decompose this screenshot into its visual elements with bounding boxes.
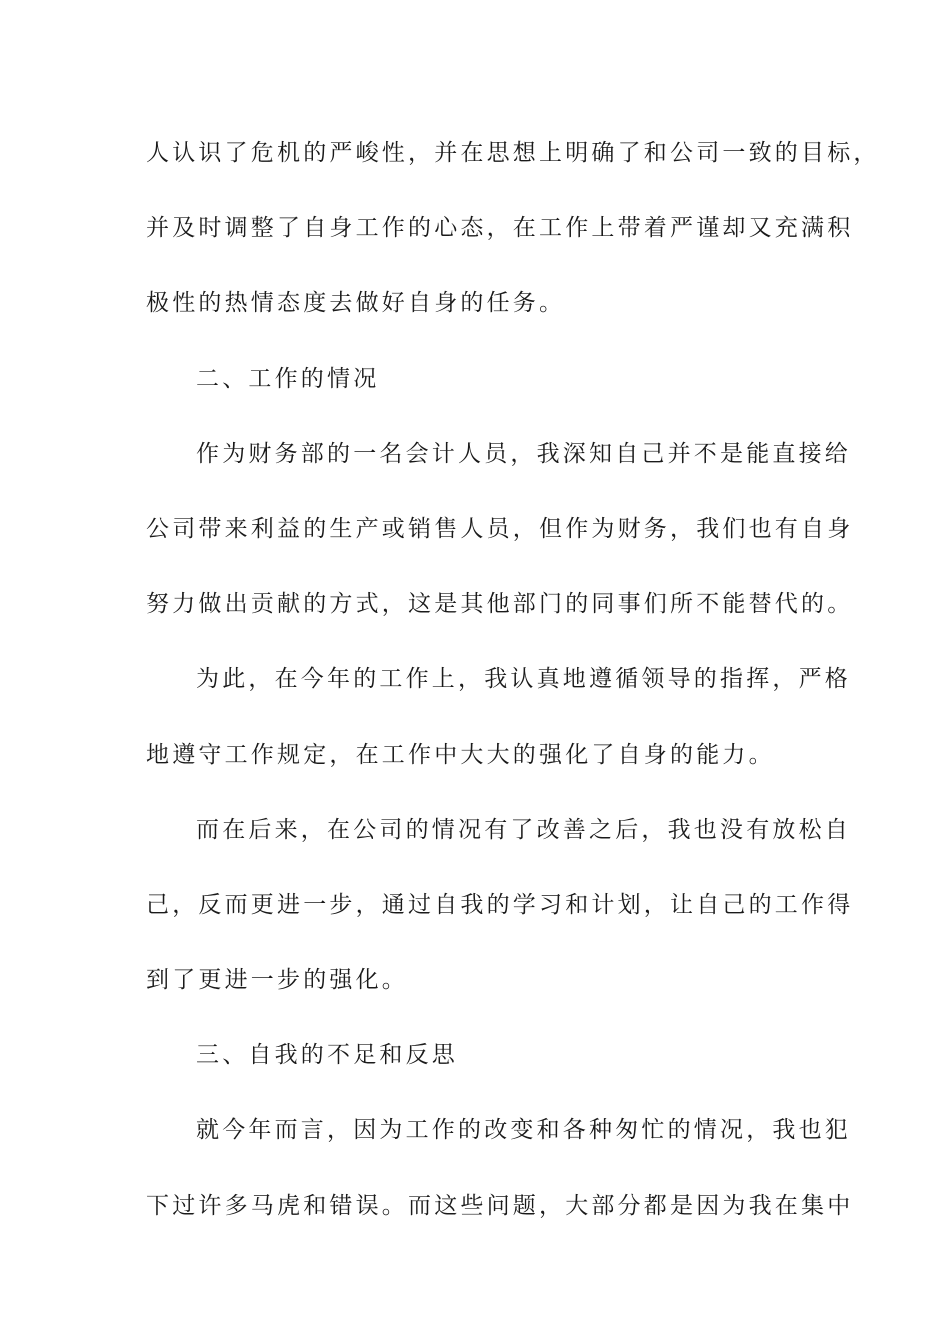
section-heading: 三、自我的不足和反思	[196, 1042, 458, 1069]
paragraph-line: 而在后来，在公司的情况有了改善之后，我也没有放松自	[196, 816, 851, 843]
paragraph-line: 到了更进一步的强化。	[146, 967, 408, 994]
paragraph-line: 努力做出贡献的方式，这是其他部门的同事们所不能替代的。	[146, 591, 854, 618]
paragraph-line: 为此，在今年的工作上，我认真地遵循领导的指挥，严格	[196, 666, 851, 693]
paragraph-line: 作为财务部的一名会计人员，我深知自己并不是能直接给	[196, 440, 851, 467]
paragraph-line: 己，反而更进一步，通过自我的学习和计划，让自己的工作得	[146, 891, 854, 918]
body-text	[146, 130, 880, 1258]
section-heading: 二、工作的情况	[196, 365, 380, 392]
paragraph-line: 并及时调整了自身工作的心态，在工作上带着严谨却又充满积	[146, 215, 854, 242]
paragraph-line: 公司带来利益的生产或销售人员，但作为财务，我们也有自身	[146, 515, 854, 542]
paragraph-line: 下过许多马虎和错误。而这些问题，大部分都是因为我在集中	[146, 1192, 854, 1219]
paragraph-line: 就今年而言，因为工作的改变和各种匆忙的情况，我也犯	[196, 1117, 851, 1144]
paragraph-line: 极性的热情态度去做好自身的任务。	[146, 290, 566, 317]
paragraph-line: 人认识了危机的严峻性，并在思想上明确了和公司一致的目标，	[146, 140, 880, 166]
paragraph-line: 地遵守工作规定，在工作中大大的强化了自身的能力。	[146, 741, 775, 768]
